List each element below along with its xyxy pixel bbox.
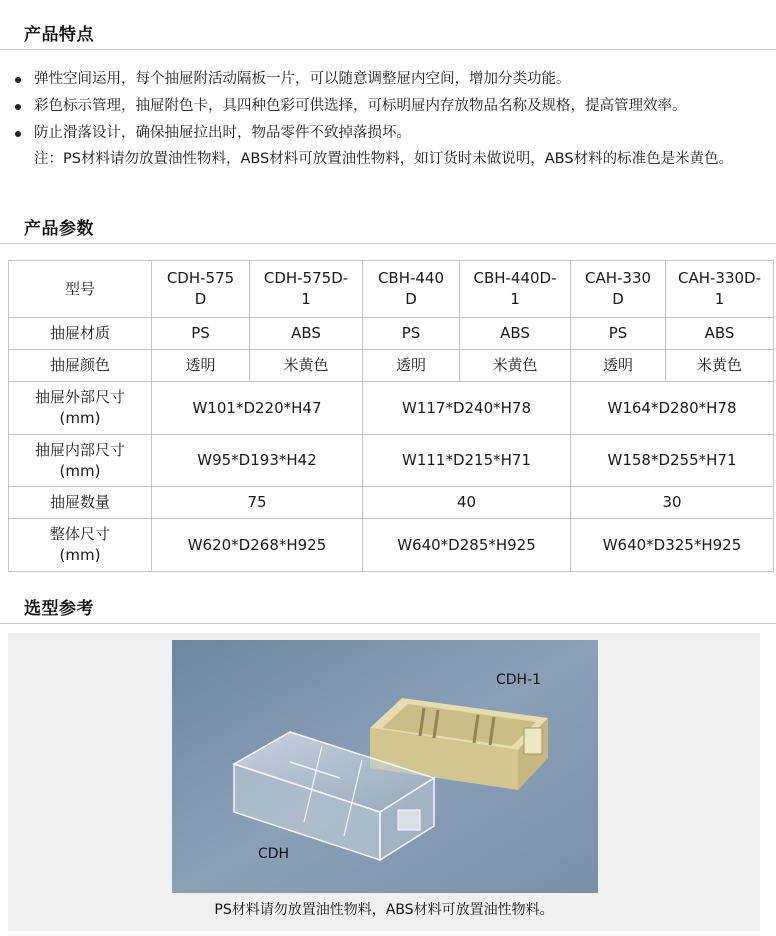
feature-text: 防止滑落设计，确保抽屉拉出时，物品零件不致掉落损坏。 [34,125,411,141]
table-row-outer-size [9,382,774,435]
row-label-count: 抽屉数量 [9,487,152,519]
feature-item [0,66,776,93]
material-cell: ABS [250,318,363,350]
color-cell: 透明 [152,350,250,382]
reference-section-header [0,588,776,624]
outer-size-cell: W164*D280*H78 [571,382,774,435]
beige-drawer-label: CDH-1 [496,672,542,688]
count-cell: 40 [363,487,571,519]
overall-size-cell: W640*D325*H925 [571,519,774,572]
outer-size-cell: W117*D240*H78 [363,382,571,435]
inner-size-cell: W111*D215*H71 [363,435,571,487]
clear-drawer-label: CDH [258,846,290,862]
feature-text: 彩色标示管理，抽屉附色卡，具四种色彩可供选择，可标明屉内存放物品名称及规格，提高管理效率。 [34,98,687,114]
material-cell: ABS [460,318,571,350]
inner-size-cell: W95*D193*H42 [152,435,363,487]
overall-size-cell: W620*D268*H925 [152,519,363,572]
color-cell: 米黄色 [460,350,571,382]
bullet-icon [15,77,21,83]
reference-section-title: 选型参考 [24,599,94,619]
table-row-inner-size [9,435,774,487]
material-cell: ABS [666,318,774,350]
count-cell: 75 [152,487,363,519]
bullet-icon [15,104,21,110]
model-cell: CAH-330D- 1 [666,261,774,318]
color-cell: 米黄色 [666,350,774,382]
color-cell: 米黄色 [250,350,363,382]
feature-item [0,120,776,147]
model-cell: CAH-330 D [571,261,666,318]
product-photo [172,640,598,893]
row-label-model: 型号 [9,261,152,318]
row-label-outer-size: 抽屉外部尺寸 (mm) [9,382,152,435]
params-section-title: 产品参数 [24,219,94,239]
row-label-material: 抽屉材质 [9,318,152,350]
model-cell: CDH-575 D [152,261,250,318]
overall-size-cell: W640*D285*H925 [363,519,571,572]
features-list [0,66,776,170]
table-row-count [9,487,774,519]
features-section-header [0,14,776,50]
spec-table [8,260,774,572]
params-section-header [0,208,776,244]
outer-size-cell: W101*D220*H47 [152,382,363,435]
count-cell: 30 [571,487,774,519]
model-cell: CDH-575D- 1 [250,261,363,318]
material-cell: PS [571,318,666,350]
material-note: 注：PS材料请勿放置油性物料，ABS材料可放置油性物料，如订货时未做说明，ABS材料的标准色是米黄色。 [34,151,734,167]
inner-size-cell: W158*D255*H71 [571,435,774,487]
row-label-color: 抽屉颜色 [9,350,152,382]
table-row-model [9,261,774,318]
table-row-material [9,318,774,350]
color-cell: 透明 [363,350,460,382]
material-cell: PS [363,318,460,350]
table-row-color [9,350,774,382]
table-row-overall-size [9,519,774,572]
bullet-icon [15,131,21,137]
model-cell: CBH-440D- 1 [460,261,571,318]
feature-item [0,93,776,120]
row-label-inner-size: 抽屉内部尺寸 (mm) [9,435,152,487]
features-section-title: 产品特点 [24,25,94,45]
feature-text: 弹性空间运用，每个抽屉附活动隔板一片，可以随意调整屉内空间，增加分类功能。 [34,71,571,87]
color-cell: 透明 [571,350,666,382]
row-label-overall-size: 整体尺寸 (mm) [9,519,152,572]
model-cell: CBH-440 D [363,261,460,318]
photo-caption: PS材料请勿放置油性物料，ABS材料可放置油性物料。 [214,902,554,918]
drawer-illustration [172,640,598,893]
material-cell: PS [152,318,250,350]
